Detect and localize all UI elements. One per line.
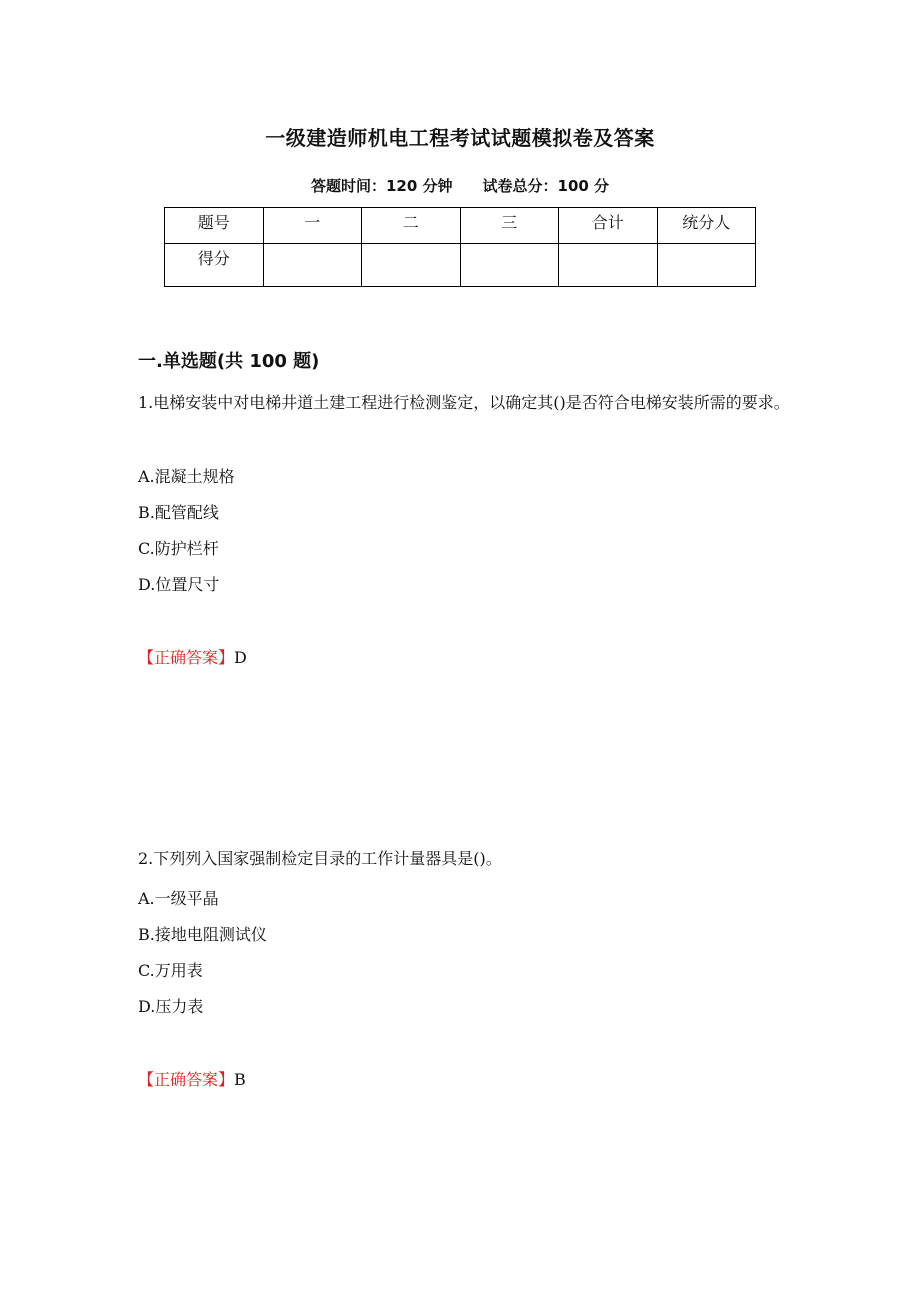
score-header-cell: 三 xyxy=(460,208,559,244)
question-option: B.配管配线 xyxy=(138,503,219,522)
score-cell xyxy=(362,244,461,287)
score-header-cell: 题号 xyxy=(165,208,264,244)
score-cell xyxy=(460,244,559,287)
page-title: 一级建造师机电工程考试试题模拟卷及答案 xyxy=(265,126,655,150)
exam-total-score: 试卷总分：100 分 xyxy=(482,177,610,195)
correct-answer-value: D xyxy=(234,648,247,667)
question-option: C.万用表 xyxy=(138,961,203,980)
score-table-score-row xyxy=(165,244,756,287)
question-option: B.接地电阻测试仪 xyxy=(138,925,267,944)
score-header-cell: 合计 xyxy=(559,208,658,244)
exam-meta xyxy=(0,175,920,196)
question-option: D.压力表 xyxy=(138,997,204,1016)
score-cell xyxy=(263,244,362,287)
question-stem: 2.下列列入国家强制检定目录的工作计量器具是()。 xyxy=(138,849,502,868)
score-header-cell: 一 xyxy=(263,208,362,244)
question-option: A.一级平晶 xyxy=(138,889,219,908)
score-cell xyxy=(657,244,756,287)
question-option: C.防护栏杆 xyxy=(138,539,219,558)
question-option: D.位置尺寸 xyxy=(138,575,220,594)
score-row-label: 得分 xyxy=(165,244,264,287)
score-header-cell: 二 xyxy=(362,208,461,244)
score-header-cell: 统分人 xyxy=(657,208,756,244)
score-table xyxy=(164,207,756,287)
exam-time: 答题时间：120 分钟 xyxy=(310,177,453,195)
score-table-header-row xyxy=(165,208,756,244)
correct-answer xyxy=(138,1067,246,1090)
score-cell xyxy=(559,244,658,287)
correct-answer-label: 【正确答案】 xyxy=(138,648,235,667)
correct-answer xyxy=(138,645,247,668)
section-title: 一.单选题(共 100 题) xyxy=(138,351,320,372)
question-option: A.混凝土规格 xyxy=(138,467,235,486)
correct-answer-value: B xyxy=(234,1070,246,1089)
question-stem: 1.电梯安装中对电梯井道土建工程进行检测鉴定，以确定其()是否符合电梯安装所需的要求。 xyxy=(138,393,790,412)
correct-answer-label: 【正确答案】 xyxy=(138,1070,235,1089)
